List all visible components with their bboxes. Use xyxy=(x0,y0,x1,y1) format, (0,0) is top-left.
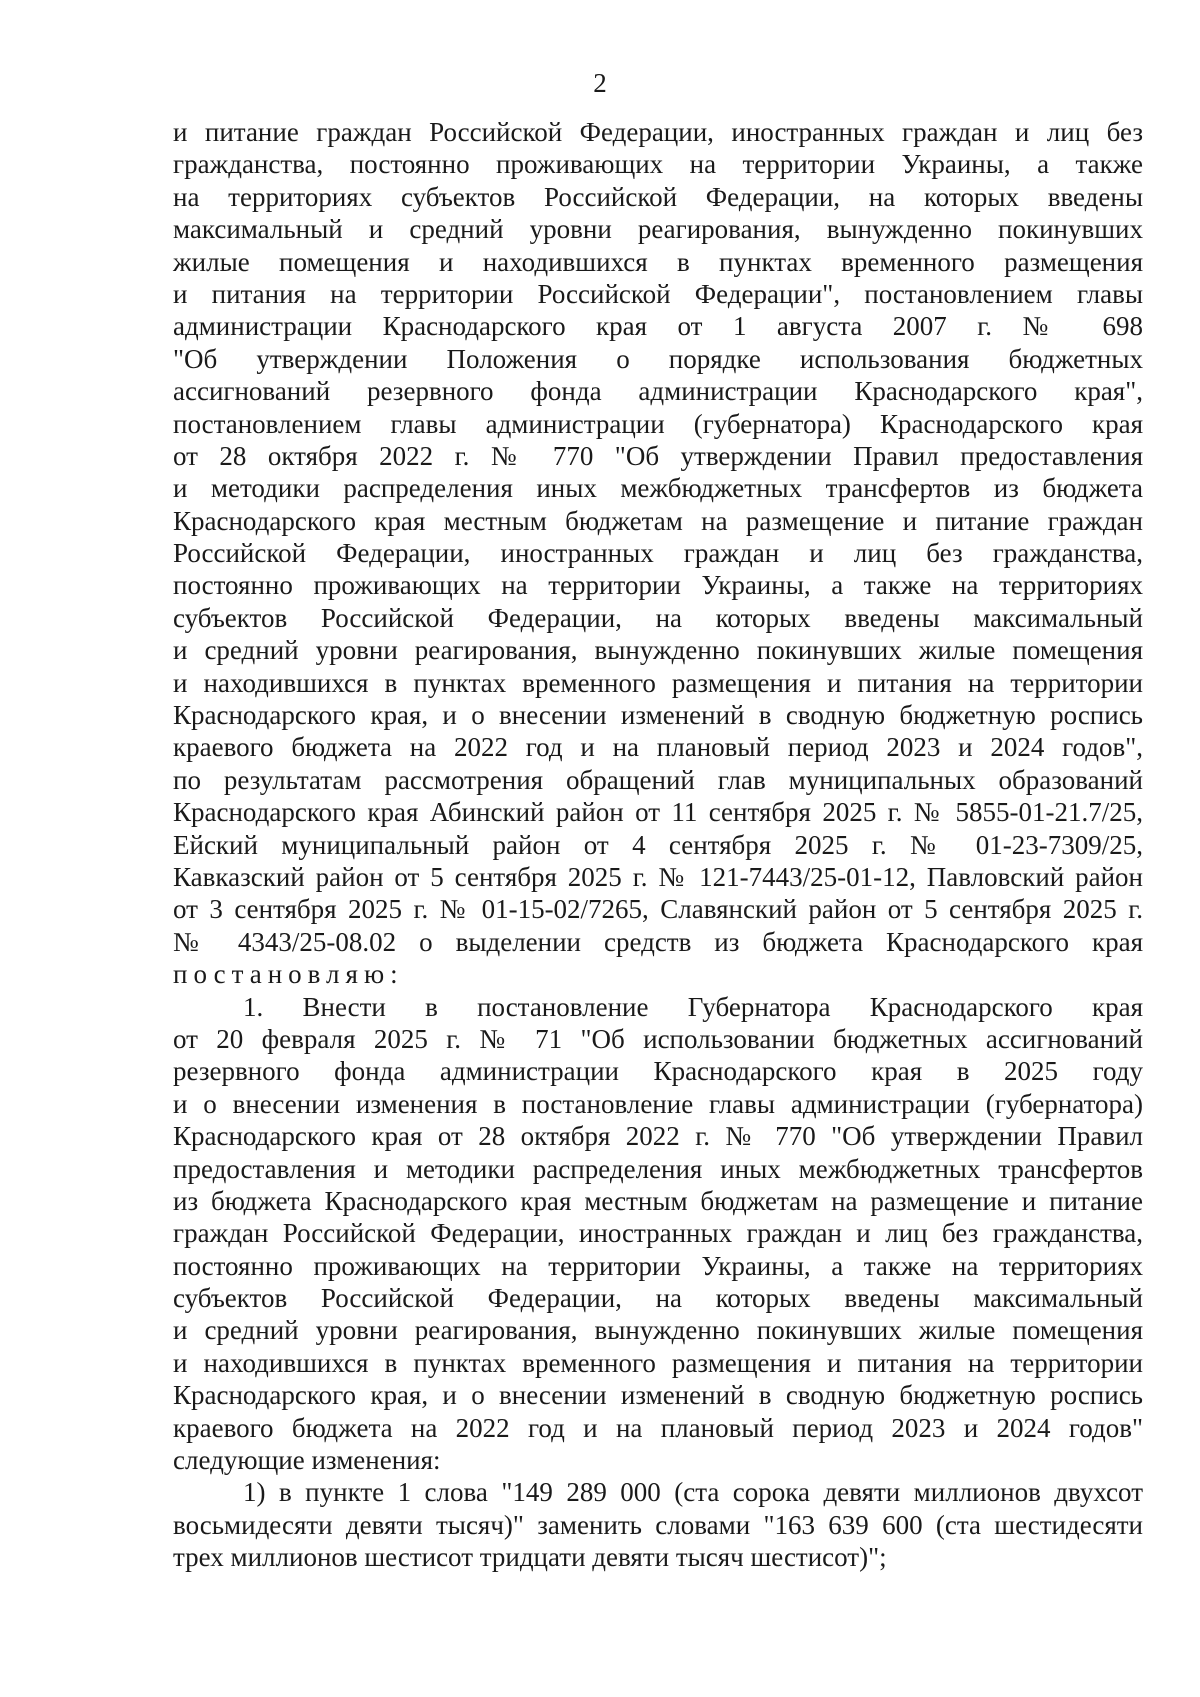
body-line: и методики распределения иных межбюджетных трансфертов из бюджета xyxy=(173,473,1143,504)
body-line: гражданства, постоянно проживающих на территории Украины, а также xyxy=(173,149,1143,180)
body-line: жилые помещения и находившихся в пунктах временного размещения xyxy=(173,246,1143,277)
body-line: и средний уровни реагирования, вынужденно покинувших жилые помещения xyxy=(173,635,1143,666)
body-line: максимальный и средний уровни реагирования, вынужденно покинувших xyxy=(173,214,1143,245)
body-line: и находившихся в пунктах временного размещения и питания на территории xyxy=(173,667,1143,698)
body-line: Краснодарского края Абинский район от 11 сентября 2025 г. № 5855-01-21.7/25, xyxy=(173,797,1143,828)
body-line: и средний уровни реагирования, вынужденно покинувших жилые помещения xyxy=(173,1315,1143,1346)
body-line: 1. Внести в постановление Губернатора Краснодарского края xyxy=(243,991,1143,1022)
body-line: Краснодарского края, и о внесении изменений в сводную бюджетную роспись xyxy=(173,1380,1143,1411)
body-line: предоставления и методики распределения иных межбюджетных трансфертов xyxy=(173,1153,1143,1184)
body-line: Ейский муниципальный район от 4 сентября 2025 г. № 01-23-7309/25, xyxy=(173,829,1143,860)
body-line: Краснодарского края местным бюджетам на размещение и питание граждан xyxy=(173,505,1143,536)
body-line: на территориях субъектов Российской Федерации, на которых введены xyxy=(173,181,1143,212)
body-line: и о внесении изменения в постановление главы администрации (губернатора) xyxy=(173,1088,1143,1119)
body-line: Кавказский район от 5 сентября 2025 г. № 121-7443/25-01-12, Павловский район xyxy=(173,861,1143,892)
body-line: 1) в пункте 1 слова "149 289 000 (ста сорока девяти миллионов двухсот xyxy=(243,1477,1143,1508)
body-line: субъектов Российской Федерации, на которых введены максимальный xyxy=(173,1283,1143,1314)
body-line: краевого бюджета на 2022 год и на плановый период 2023 и 2024 годов", xyxy=(173,732,1143,763)
body-line: постановлением главы администрации (губернатора) Краснодарского края xyxy=(173,408,1143,439)
body-line: резервного фонда администрации Краснодарского края в 2025 году xyxy=(173,1056,1143,1087)
body-line: следующие изменения: xyxy=(173,1445,441,1476)
body-line: и питание граждан Российской Федерации, иностранных граждан и лиц без xyxy=(173,117,1143,147)
body-line: постоянно проживающих на территории Украины, а также на территориях xyxy=(173,570,1143,601)
body-line: трех миллионов шестисот тридцати девяти тысяч шестисот)"; xyxy=(173,1542,887,1573)
body-line: администрации Краснодарского края от 1 августа 2007 г. № 698 xyxy=(173,311,1143,342)
body-line: № 4343/25-08.02 о выделении средств из бюджета Краснодарского края xyxy=(173,926,1143,957)
body-line: ассигнований резервного фонда администрации Краснодарского края", xyxy=(173,376,1143,407)
body-line: от 3 сентября 2025 г. № 01-15-02/7265, Славянский район от 5 сентября 2025 г. xyxy=(173,894,1143,925)
document-body xyxy=(173,116,1143,1574)
body-line: Краснодарского края, и о внесении изменений в сводную бюджетную роспись xyxy=(173,700,1143,731)
body-line: постоянно проживающих на территории Украины, а также на территориях xyxy=(173,1250,1143,1281)
body-line: "Об утверждении Положения о порядке использования бюджетных xyxy=(173,343,1143,374)
page-number: 2 xyxy=(593,68,607,98)
body-line: граждан Российской Федерации, иностранных граждан и лиц без гражданства, xyxy=(173,1218,1143,1249)
body-line: и находившихся в пунктах временного размещения и питания на территории xyxy=(173,1347,1143,1378)
body-line: из бюджета Краснодарского края местным бюджетам на размещение и питание xyxy=(173,1185,1143,1216)
body-line: восьмидесяти девяти тысяч)" заменить словами "163 639 600 (ста шестидесяти xyxy=(173,1509,1143,1540)
body-line: краевого бюджета на 2022 год и на плановый период 2023 и 2024 годов" xyxy=(173,1412,1143,1443)
body-line: и питания на территории Российской Федерации", постановлением главы xyxy=(173,278,1143,309)
body-line: от 20 февраля 2025 г. № 71 "Об использовании бюджетных ассигнований xyxy=(173,1023,1143,1054)
body-line: от 28 октября 2022 г. № 770 "Об утверждении Правил предоставления xyxy=(173,440,1143,471)
body-line: Российской Федерации, иностранных граждан и лиц без гражданства, xyxy=(173,538,1143,569)
body-line: Краснодарского края от 28 октября 2022 г. № 770 "Об утверждении Правил xyxy=(173,1121,1143,1152)
body-line: субъектов Российской Федерации, на которых введены максимальный xyxy=(173,602,1143,633)
resolution-word: постановляю: xyxy=(173,959,404,990)
body-line: по результатам рассмотрения обращений глав муниципальных образований xyxy=(173,764,1143,795)
